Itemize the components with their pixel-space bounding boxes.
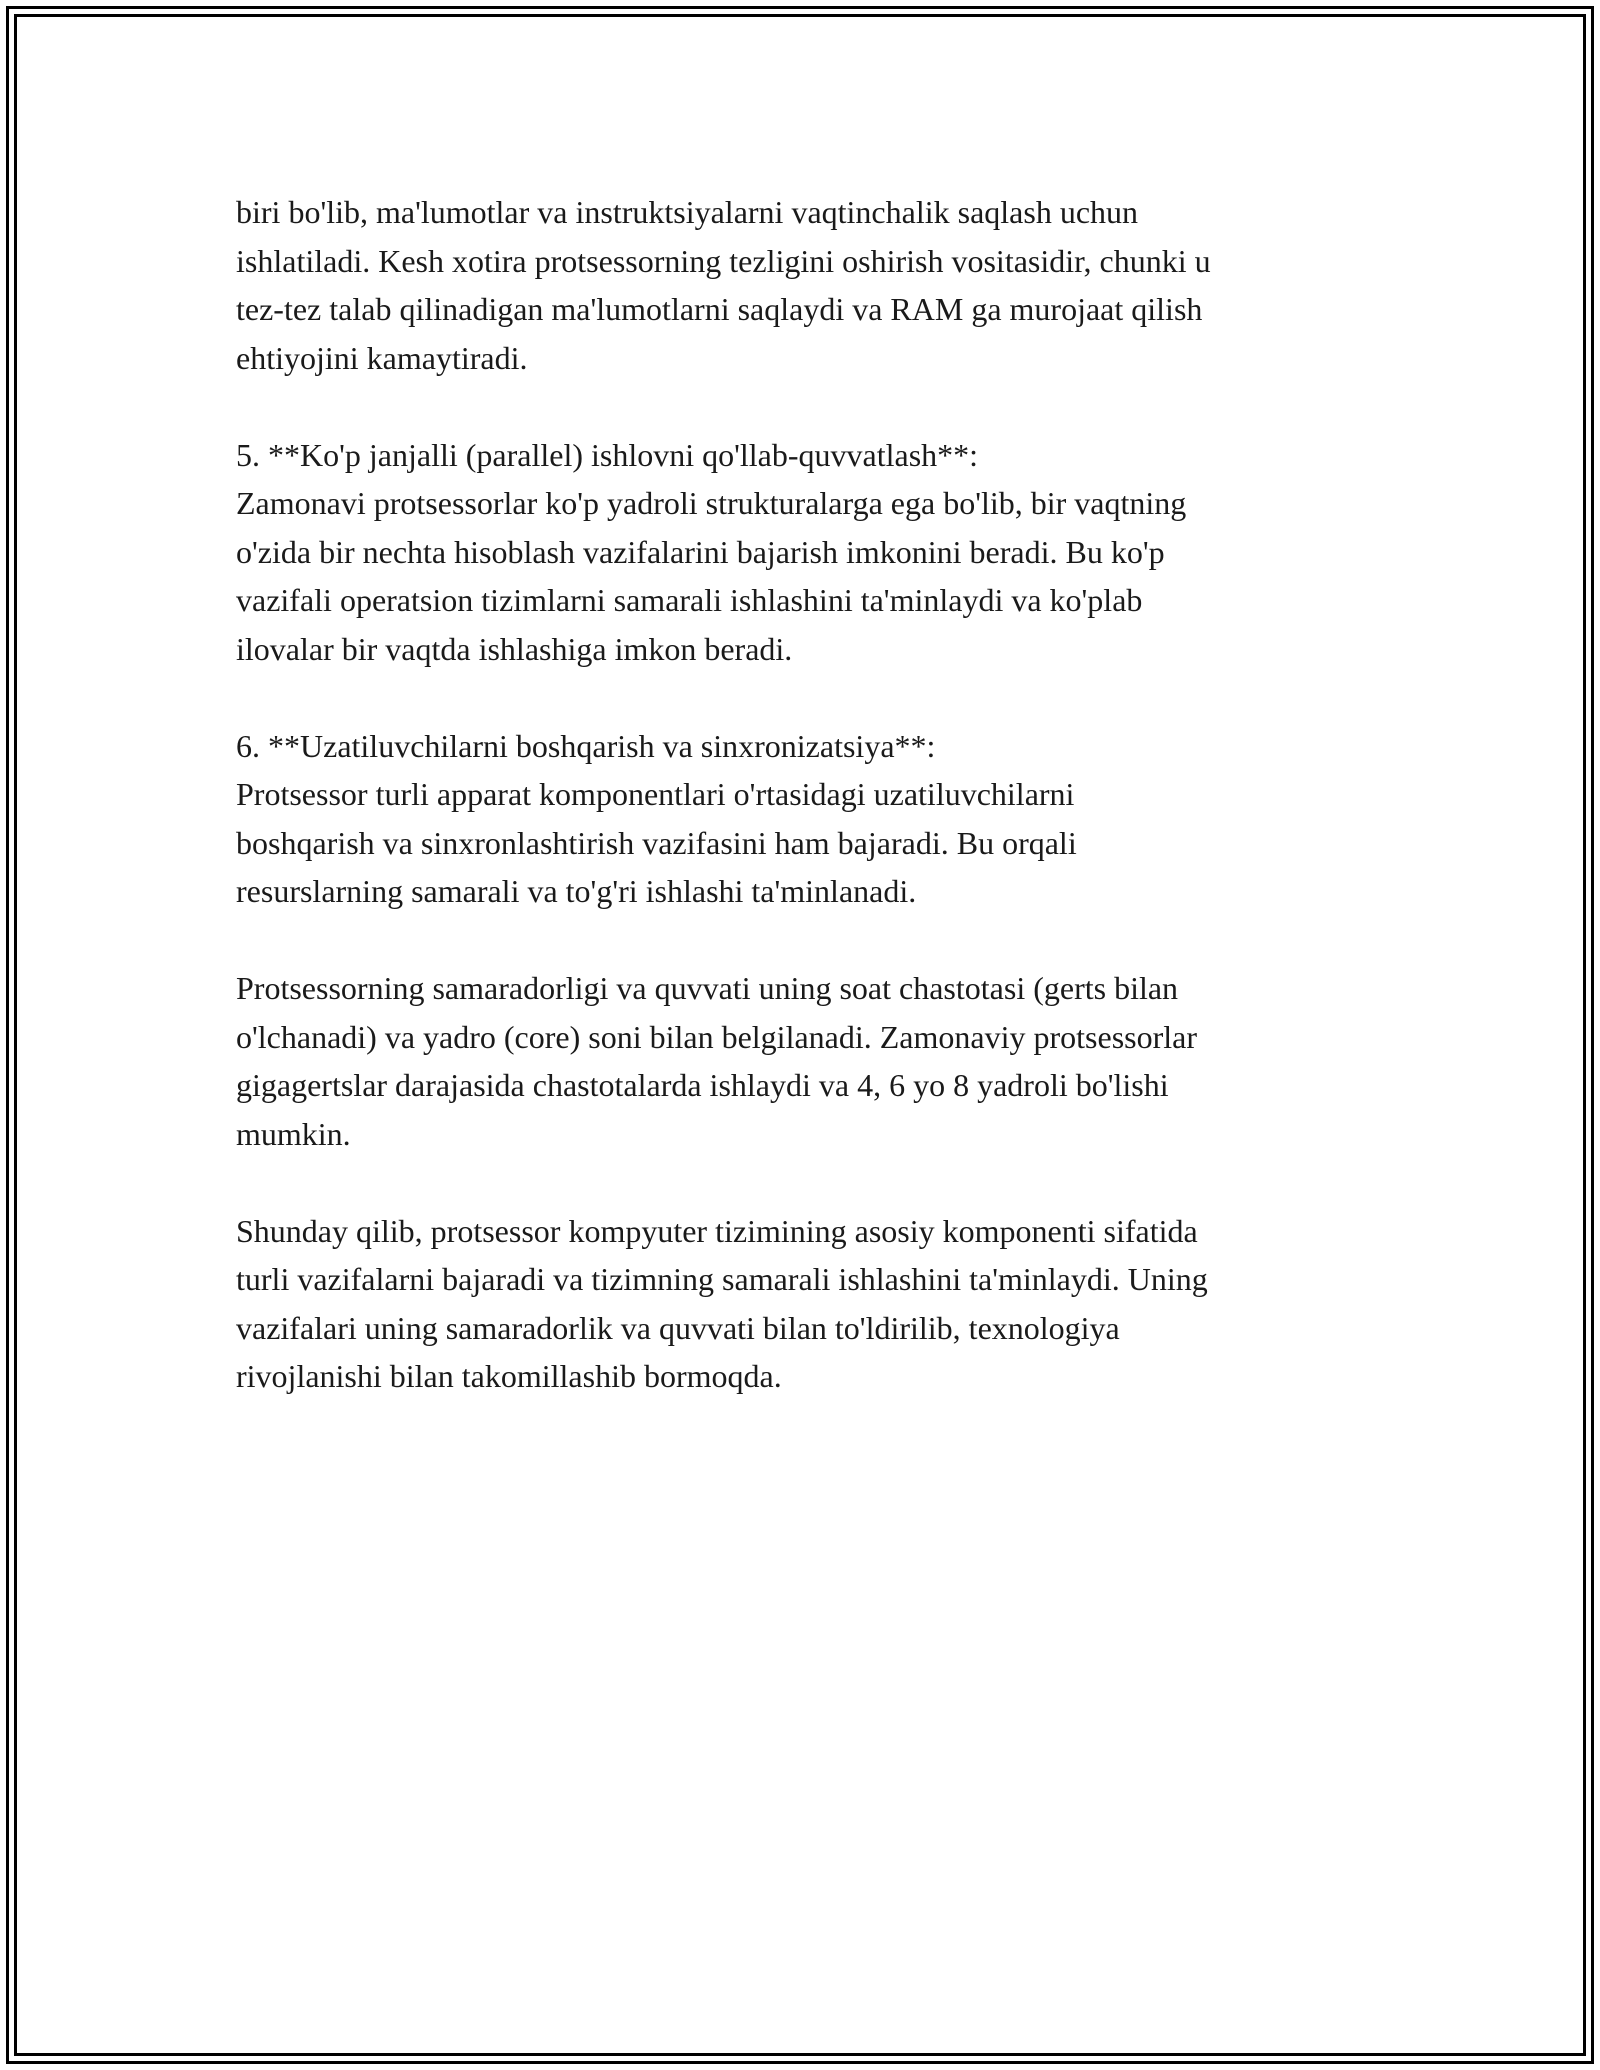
paragraph-cache-memory: biri bo'lib, ma'lumotlar va instruktsiyalarni vaqtinchalik saqlash uchun ishlatiladi. Kesh xotira protsessorning tezligini oshirish vositasidir, chunki u tez-tez talab qilinadigan ma'lumotlarni saqlaydi va RAM ga murojaat qilish ehtiyojini kamaytiradi.: [236, 194, 1211, 376]
paragraph-performance: Protsessorning samaradorligi va quvvati uning soat chastotasi (gerts bilan o'lchanadi) va yadro (core) soni bilan belgilanadi. Zamonaviy protsessorlar gigagertslar darajasida chastotalarda ishlaydi va 4, 6 yo 8 yadroli bo'lishi mumkin.: [236, 970, 1197, 1152]
paragraph-conclusion: Shunday qilib, protsessor kompyuter tizimining asosiy komponenti sifatida turli vazifalarni bajaradi va tizimning samarali ishlashini ta'minlaydi. Uning vazifalari uning samaradorlik va quvvati bilan to'ldirilib, texnologiya rivojlanishi bilan takomillashib bormoqda.: [236, 1212, 1208, 1394]
document-body: [236, 188, 1376, 1401]
paragraph-parallel-processing: 5. **Ko'p janjalli (parallel) ishlovni qo'llab-quvvatlash**: Zamonavi protsessorlar ko'p yadroli strukturalarga ega bo'lib, bir vaqtning o'zida bir nechta hisoblash vazifalarini bajarish imkonini beradi. Bu ko'p vazifali operatsion tizimlarni samarali ishlashini ta'minlaydi va ko'plab ilovalar bir vaqtda ishlashiga imkon beradi.: [236, 436, 1187, 667]
paragraph-synchronization: 6. **Uzatiluvchilarni boshqarish va sinxronizatsiya**: Protsessor turli apparat komponentlari o'rtasidagi uzatiluvchilarni boshqarish va sinxronlashtirish vazifasini ham bajaradi. Bu orqali resurslarning samarali va to'g'ri ishlashi ta'minlanadi.: [236, 727, 1077, 909]
